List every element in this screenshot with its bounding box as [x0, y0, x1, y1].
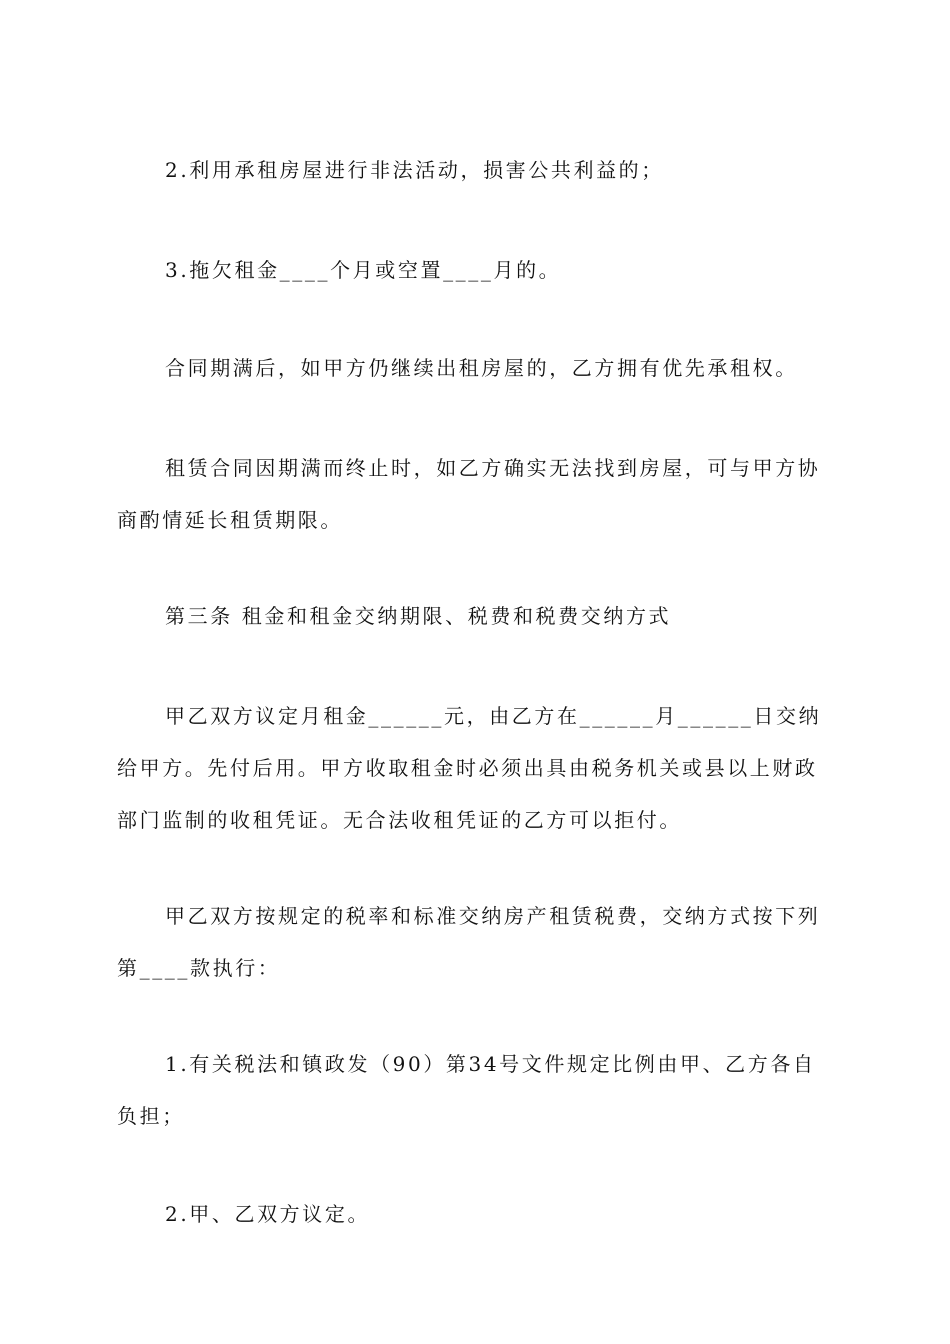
paragraph-clause-3: 3.拖欠租金____个月或空置____月的。 [165, 258, 562, 282]
paragraph-lease-extension: 租赁合同因期满而终止时，如乙方确实无法找到房屋，可与甲方协商酌情延长租赁期限。 [117, 456, 821, 532]
paragraph-priority-right: 合同期满后，如甲方仍继续出租房屋的，乙方拥有优先承租权。 [165, 356, 798, 380]
paragraph-tax-option-1: 1.有关税法和镇政发（90）第34号文件规定比例由甲、乙方各自负担； [117, 1052, 816, 1128]
paragraph-clause-2: 2.利用承租房屋进行非法活动，损害公共利益的； [165, 158, 664, 182]
paragraph-tax-payment: 甲乙双方按规定的税率和标准交纳房产租赁税费，交纳方式按下列第____款执行： [117, 904, 821, 980]
paragraph-rent-payment: 甲乙双方议定月租金______元，由乙方在______月______日交纳给甲方。先付后用。甲方收取租金时必须出具由税务机关或县以上财政部门监制的收租凭证。无合法收租凭证的乙方可以拒付。 [117, 704, 822, 832]
section-heading-article-3: 第三条 租金和租金交纳期限、税费和税费交纳方式 [165, 604, 672, 628]
paragraph-tax-option-2: 2.甲、乙双方议定。 [165, 1202, 371, 1226]
